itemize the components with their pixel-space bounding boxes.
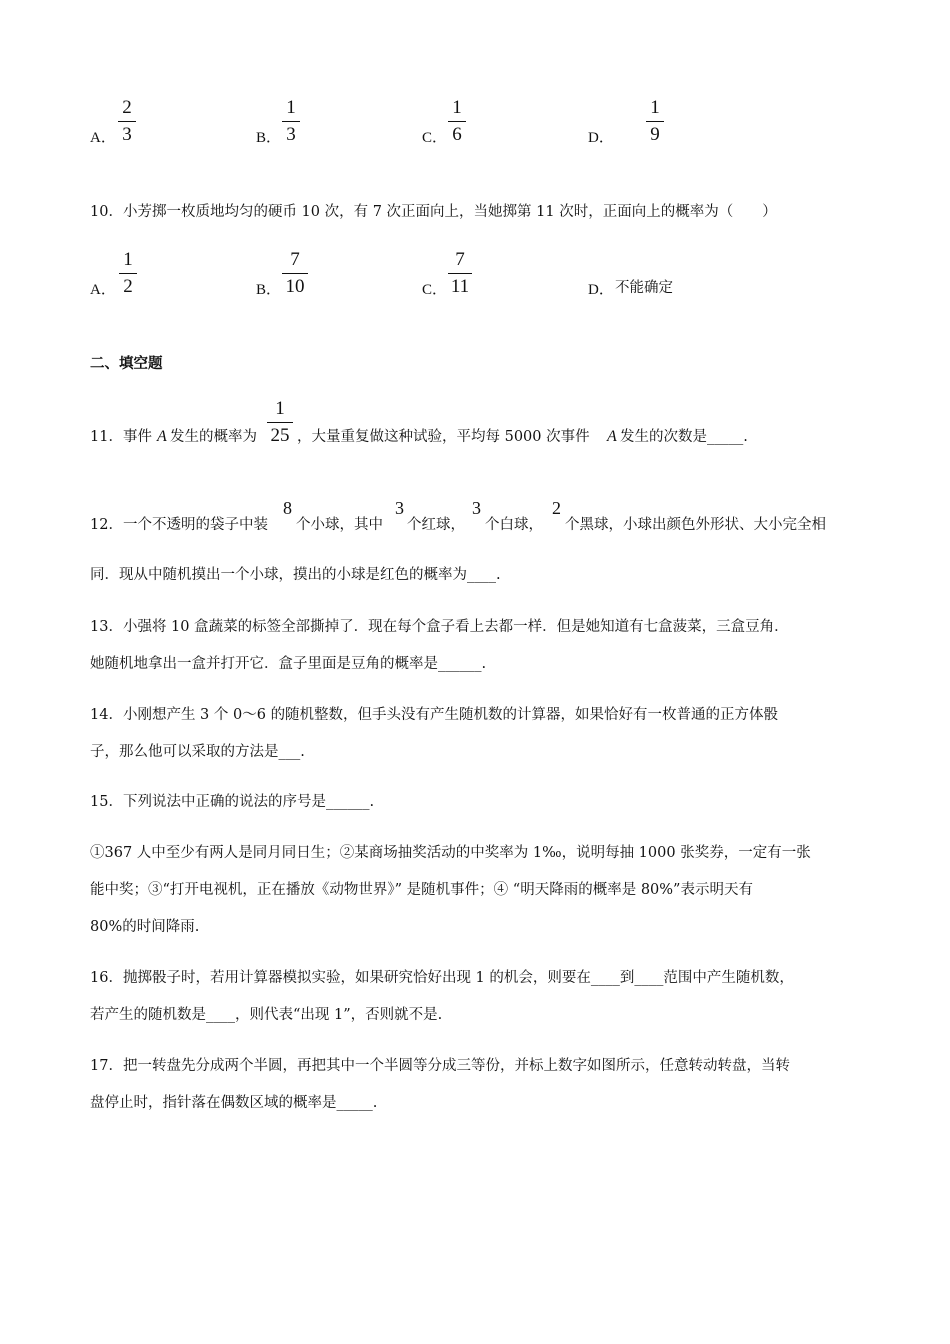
q9-option-a-label: A． xyxy=(90,130,116,146)
fraction-denominator: 3 xyxy=(286,124,296,145)
fraction-numerator: 1 xyxy=(650,97,660,118)
fraction-denominator: 3 xyxy=(122,124,132,145)
q10-question: 10．小芳掷一枚质地均匀的硬币 10 次，有 7 次正面向上，当她掷第 11 次时，正面向上的概率为（ ） xyxy=(90,204,777,220)
fraction-denominator: 9 xyxy=(650,124,660,145)
q11-variable-2: A xyxy=(607,428,617,445)
q9-option-c-fraction xyxy=(448,97,466,146)
q10-option-b-label: B． xyxy=(256,282,282,298)
q17-line-1: 17．把一转盘先分成两个半圆，再把其中一个半圆等分成三等份，并标上数字如图所示，任意转动转盘，当转 xyxy=(90,1058,790,1074)
q12-number: 8 xyxy=(283,498,292,518)
q16-line-2: 若产生的随机数是____，则代表“出现 1”，否则就不是. xyxy=(90,1007,443,1023)
fraction-denominator: 6 xyxy=(452,124,462,145)
q13-line-1: 13．小强将 10 盒蔬菜的标签全部撕掉了．现在每个盒子看上去都一样．但是她知道有七盒菠菜，三盒豆角． xyxy=(90,619,789,635)
q9-option-a-fraction xyxy=(118,97,136,146)
fraction-numerator: 1 xyxy=(286,97,296,118)
q11-mid: 发生的概率为 xyxy=(170,429,257,445)
q11-prefix: 11．事件 xyxy=(90,429,152,445)
q15-line-3: 能中奖；③“打开电视机，正在播放《动物世界》” 是随机事件；④ “明天降雨的概率是 80%”表示明天有 xyxy=(90,882,753,898)
fraction-numerator: 7 xyxy=(455,249,465,270)
q10-option-c-fraction xyxy=(448,249,472,298)
q10-option-c-label: C． xyxy=(422,282,448,298)
q9-option-d-label: D． xyxy=(588,130,614,146)
q11-fraction xyxy=(267,398,293,447)
fraction-numerator: 1 xyxy=(452,97,462,118)
q12-text-3: 个红球， xyxy=(407,517,465,533)
q9-option-c-label: C． xyxy=(422,130,448,146)
fraction-numerator: 2 xyxy=(122,97,132,118)
q10-option-d-text: 不能确定 xyxy=(615,280,673,296)
q10-option-d-label: D． xyxy=(588,282,614,298)
q14-line-1: 14．小刚想产生 3 个 0～6 的随机整数，但手头没有产生随机数的计算器，如果恰好有一枚普通的正方体骰 xyxy=(90,707,779,723)
q9-option-b-label: B． xyxy=(256,130,282,146)
fraction-denominator: 25 xyxy=(270,425,290,446)
q17-line-2: 盘停止时，指针落在偶数区域的概率是_____. xyxy=(90,1095,378,1111)
q15-line-1: 15．下列说法中正确的说法的序号是______. xyxy=(90,794,375,810)
fraction-numerator: 1 xyxy=(123,249,133,270)
fraction-numerator: 1 xyxy=(275,398,285,419)
q15-line-4: 80%的时间降雨. xyxy=(90,919,200,935)
q14-line-2: 子，那么他可以采取的方法是___. xyxy=(90,744,305,760)
q12-text-4: 个白球， xyxy=(485,517,543,533)
q11-suffix-2: 发生的次数是_____. xyxy=(620,429,748,445)
q10-option-b-fraction xyxy=(282,249,308,298)
fraction-denominator: 2 xyxy=(123,276,133,297)
fraction-denominator: 10 xyxy=(285,276,305,297)
q12-text-1: 12．一个不透明的袋子中装 xyxy=(90,517,268,533)
q10-option-a-fraction xyxy=(119,249,137,298)
fraction-numerator: 7 xyxy=(290,249,300,270)
q11-variable: A xyxy=(157,428,167,445)
q15-line-2: ①367 人中至少有两人是同月同日生；②某商场抽奖活动的中奖率为 1‰，说明每抽 1000 张奖券，一定有一张 xyxy=(90,845,811,861)
q12-text-5: 个黑球，小球出颜色外形状、大小完全相 xyxy=(565,517,826,533)
q12-number: 3 xyxy=(395,498,404,518)
q12-text-line-2: 同．现从中随机摸出一个小球，摸出的小球是红色的概率为____. xyxy=(90,567,501,583)
q12-text-2: 个小球，其中 xyxy=(296,517,383,533)
q12-number: 3 xyxy=(472,498,481,518)
q11-suffix: ，大量重复做这种试验，平均每 5000 次事件 xyxy=(297,429,590,445)
q9-option-b-fraction xyxy=(282,97,300,146)
q16-line-1: 16．抛掷骰子时，若用计算器模拟实验，如果研究恰好出现 1 的机会，则要在____到____范围中产生随机数， xyxy=(90,970,794,986)
q13-line-2: 她随机地拿出一盒并打开它．盒子里面是豆角的概率是______. xyxy=(90,656,487,672)
q12-number: 2 xyxy=(552,498,561,518)
fraction-denominator: 11 xyxy=(450,276,470,297)
section-title: 二、填空题 xyxy=(90,355,163,372)
q9-option-d-fraction xyxy=(646,97,664,146)
q10-option-a-label: A． xyxy=(90,282,116,298)
